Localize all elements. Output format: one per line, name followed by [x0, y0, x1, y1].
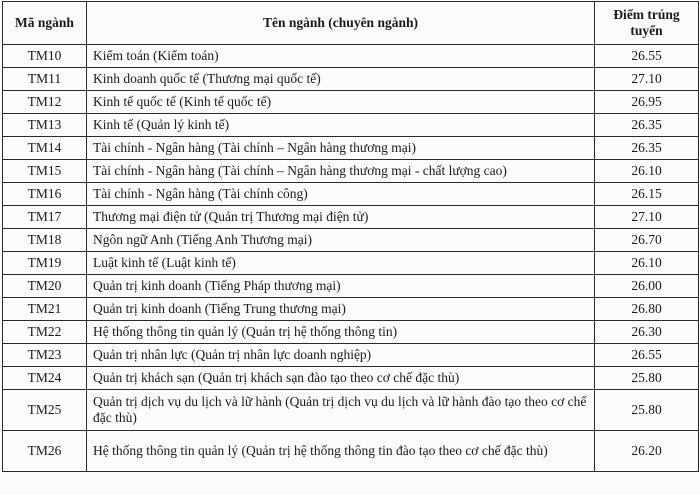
- table-row: [3, 68, 699, 91]
- row-score: 27.10: [595, 206, 699, 229]
- table-row: [3, 183, 699, 206]
- row-name: Tài chính - Ngân hàng (Tài chính công): [87, 183, 595, 206]
- header-code: Mã ngành: [3, 2, 87, 45]
- row-name: Ngôn ngữ Anh (Tiếng Anh Thương mại): [87, 229, 595, 252]
- row-code: TM17: [3, 206, 87, 229]
- header-score: Điểm trúng tuyển: [595, 2, 699, 45]
- row-code: TM25: [3, 390, 87, 431]
- row-score: 26.00: [595, 275, 699, 298]
- table-row: [3, 390, 699, 431]
- row-code: TM12: [3, 91, 87, 114]
- row-name: Kiểm toán (Kiểm toán): [87, 45, 595, 68]
- row-code: TM15: [3, 160, 87, 183]
- row-score: 26.55: [595, 344, 699, 367]
- row-score: 25.80: [595, 390, 699, 431]
- row-name: Quản trị dịch vụ du lịch và lữ hành (Quản trị dịch vụ du lịch và lữ hành đào tạo theo cơ chế đặc thù): [87, 390, 595, 431]
- table-row: [3, 229, 699, 252]
- row-name: Quản trị khách sạn (Quản trị khách sạn đào tạo theo cơ chế đặc thù): [87, 367, 595, 390]
- row-name: Luật kinh tế (Luật kinh tế): [87, 252, 595, 275]
- row-code: TM14: [3, 137, 87, 160]
- table-row: [3, 114, 699, 137]
- table-row: [3, 160, 699, 183]
- table-row: [3, 91, 699, 114]
- row-code: TM22: [3, 321, 87, 344]
- table-row: [3, 321, 699, 344]
- row-name: Quản trị kinh doanh (Tiếng Pháp thương mại): [87, 275, 595, 298]
- row-code: TM20: [3, 275, 87, 298]
- row-score: 26.35: [595, 137, 699, 160]
- table-row: [3, 344, 699, 367]
- row-name: Kinh tế quốc tế (Kinh tế quốc tế): [87, 91, 595, 114]
- table-row: [3, 367, 699, 390]
- row-code: TM10: [3, 45, 87, 68]
- row-score: 26.95: [595, 91, 699, 114]
- row-score: 26.80: [595, 298, 699, 321]
- row-code: TM24: [3, 367, 87, 390]
- row-code: TM26: [3, 431, 87, 472]
- row-score: 26.70: [595, 229, 699, 252]
- table-row: [3, 252, 699, 275]
- row-score: 26.10: [595, 252, 699, 275]
- row-code: TM16: [3, 183, 87, 206]
- row-score: 27.10: [595, 68, 699, 91]
- row-name: Hệ thống thông tin quản lý (Quản trị hệ thống thông tin): [87, 321, 595, 344]
- row-name: Quản trị nhân lực (Quản trị nhân lực doanh nghiệp): [87, 344, 595, 367]
- row-score: 25.80: [595, 367, 699, 390]
- row-score: 26.30: [595, 321, 699, 344]
- row-code: TM11: [3, 68, 87, 91]
- row-code: TM21: [3, 298, 87, 321]
- row-score: 26.15: [595, 183, 699, 206]
- admission-scores-table: [2, 1, 699, 472]
- row-name: Kinh doanh quốc tế (Thương mại quốc tế): [87, 68, 595, 91]
- row-name: Kinh tế (Quản lý kinh tế): [87, 114, 595, 137]
- table-row: [3, 206, 699, 229]
- table-row: [3, 298, 699, 321]
- row-code: TM18: [3, 229, 87, 252]
- row-code: TM13: [3, 114, 87, 137]
- row-score: 26.55: [595, 45, 699, 68]
- row-score: 26.20: [595, 431, 699, 472]
- table-row: [3, 275, 699, 298]
- row-score: 26.10: [595, 160, 699, 183]
- header-row: [3, 2, 699, 45]
- table-row: [3, 45, 699, 68]
- row-name: Hệ thống thông tin quản lý (Quản trị hệ thống thông tin đào tạo theo cơ chế đặc thù): [87, 431, 595, 472]
- row-name: Tài chính - Ngân hàng (Tài chính – Ngân hàng thương mại - chất lượng cao): [87, 160, 595, 183]
- row-name: Tài chính - Ngân hàng (Tài chính – Ngân hàng thương mại): [87, 137, 595, 160]
- row-name: Quản trị kinh doanh (Tiếng Trung thương mại): [87, 298, 595, 321]
- row-name: Thương mại điện tử (Quản trị Thương mại điện tử): [87, 206, 595, 229]
- row-code: TM23: [3, 344, 87, 367]
- row-score: 26.35: [595, 114, 699, 137]
- table-row: [3, 137, 699, 160]
- row-code: TM19: [3, 252, 87, 275]
- table-row: [3, 431, 699, 472]
- header-name: Tên ngành (chuyên ngành): [87, 2, 595, 45]
